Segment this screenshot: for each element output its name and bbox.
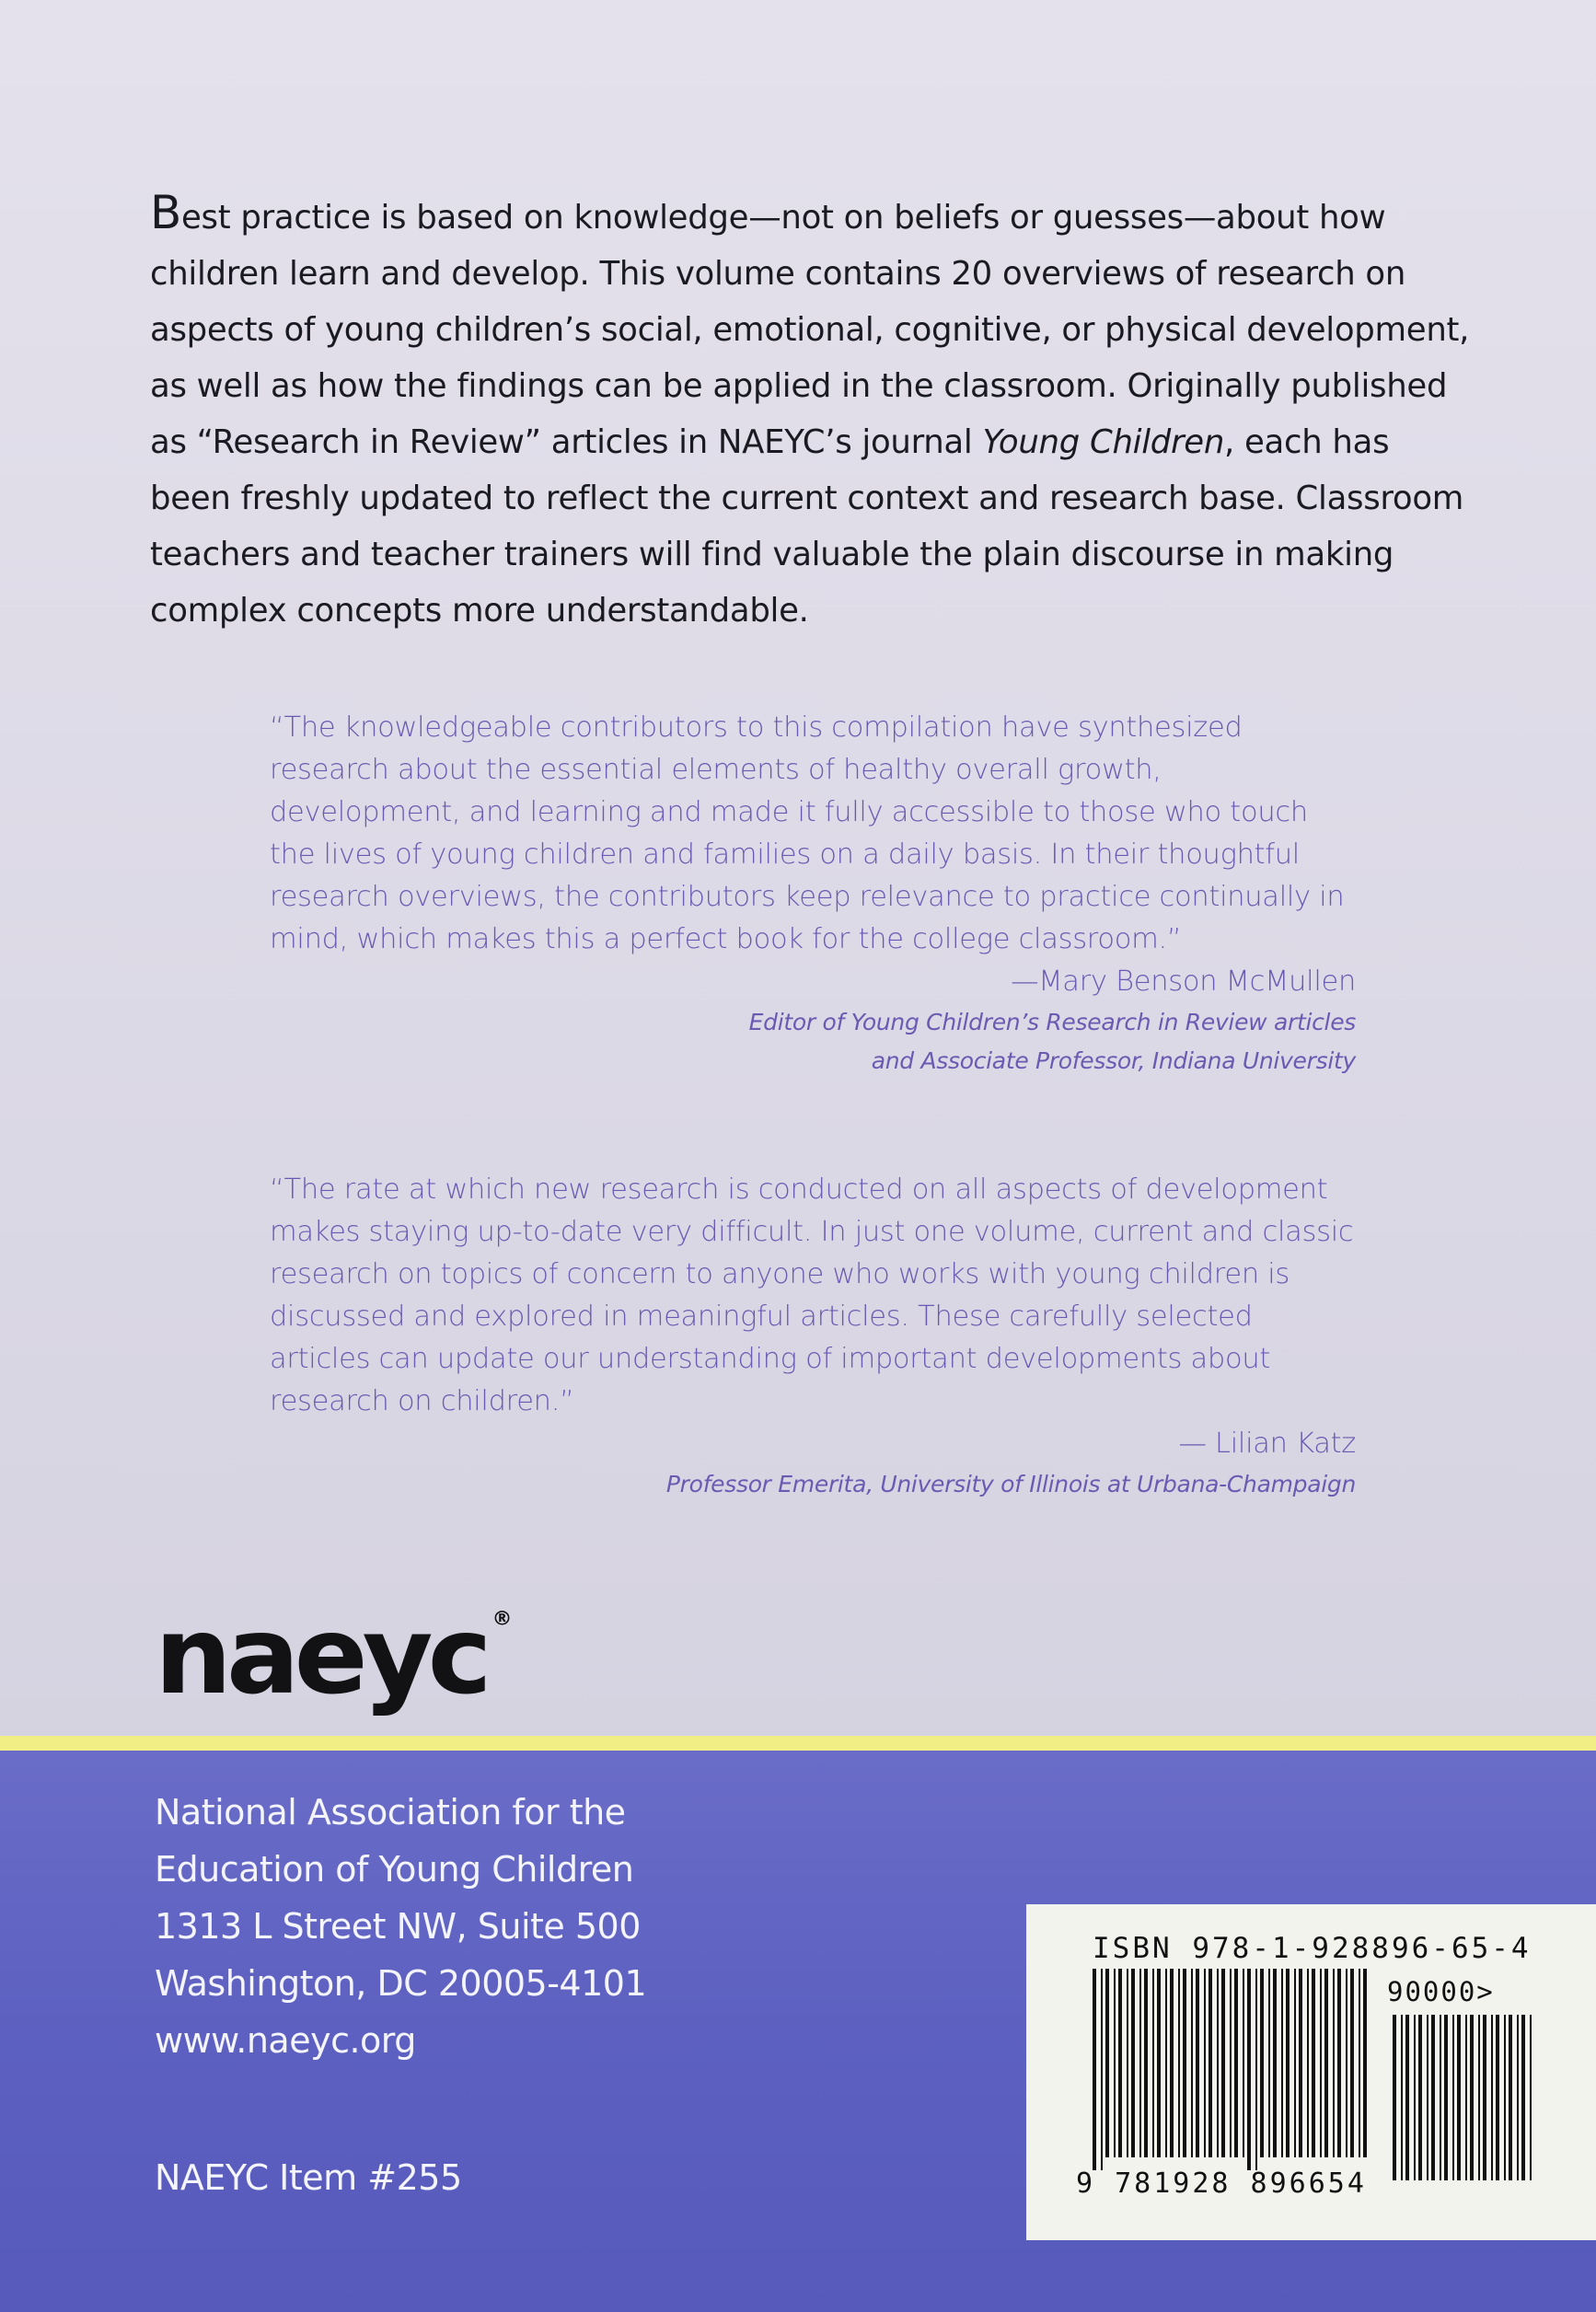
quote-attribution: —Mary Benson McMullen — [1011, 965, 1356, 998]
barcode-bar — [1418, 2015, 1422, 2180]
barcode-bar — [1139, 1969, 1141, 2157]
barcode-bar — [1504, 2015, 1506, 2180]
main-barcode-bars — [1093, 1969, 1367, 2170]
barcode-bar — [1299, 1969, 1302, 2157]
description-blurb — [150, 186, 1475, 639]
addon-barcode-bars — [1393, 2015, 1532, 2180]
barcode-bar — [1255, 1969, 1257, 2170]
barcode-bar — [1359, 1969, 1360, 2157]
barcode-bar — [1346, 1969, 1347, 2157]
website-link[interactable]: www.naeyc.org — [155, 2020, 416, 2061]
barcode-bar — [1405, 2015, 1409, 2180]
isbn-label: ISBN 978-1-928896-65-4 — [1093, 1932, 1532, 1965]
address-line-1: National Association for the — [155, 1792, 626, 1832]
barcode-bar — [1209, 1969, 1212, 2157]
barcode-bar — [1324, 1969, 1328, 2157]
yellow-stripe — [0, 1736, 1596, 1751]
barcode-bar — [1427, 2015, 1428, 2180]
barcode-bar — [1431, 2015, 1435, 2180]
barcode-bar — [1127, 1969, 1128, 2157]
barcode-bar — [1350, 1969, 1354, 2157]
barcode-bar — [1144, 1969, 1148, 2157]
quote-role-line-1: Professor Emerita, University of Illinois at Urbana-Champaign — [665, 1471, 1356, 1497]
price-code: 90000> — [1387, 1976, 1495, 2007]
barcode-bar — [1478, 2015, 1480, 2180]
address-line-2: Education of Young Children — [155, 1849, 634, 1890]
barcode-bar — [1414, 2015, 1416, 2180]
barcode-bar — [1105, 1969, 1109, 2157]
barcode-bar — [1170, 1969, 1174, 2157]
barcode-bar — [1440, 2015, 1441, 2180]
logo-wordmark: naeyc — [155, 1593, 487, 1718]
barcode-bar — [1286, 1969, 1290, 2157]
barcode-bar — [1183, 1969, 1186, 2157]
blurb-text-part2: , each has been freshly updated to reflect the current context and research base. Classroom teachers and teacher trainers will find valuable the plain discourse in making complex concepts more understandable. — [150, 423, 1464, 630]
barcode-bar — [1470, 2015, 1474, 2180]
publisher-address — [155, 1784, 646, 2069]
barcode-bar — [1491, 2015, 1493, 2180]
barcode-bar — [1333, 1969, 1335, 2157]
barcode-bar — [1337, 1969, 1341, 2157]
barcode-bar — [1234, 1969, 1238, 2157]
barcode-bar — [1217, 1969, 1219, 2157]
barcode-bar — [1230, 1969, 1232, 2157]
registered-mark: ® — [492, 1608, 513, 1631]
barcode-bar — [1152, 1969, 1154, 2157]
item-number: NAEYC Item #255 — [155, 2157, 462, 2198]
barcode-bar — [1101, 1969, 1103, 2170]
barcode-bar — [1281, 1969, 1283, 2157]
barcode-bar — [1157, 1969, 1161, 2157]
barcode-bar — [1393, 2015, 1396, 2180]
barcode-bar — [1268, 1969, 1270, 2157]
barcode-bar — [1118, 1969, 1122, 2157]
quote-text: “The rate at which new research is conducted on all aspects of development makes staying up-to-date very difficult. In just one volume, current and classic research on topics of concern to anyone who works with young children is discussed and explored in meaningful articles. These carefully selected articles can update our understanding of important developments about research on children.” — [270, 1173, 1354, 1417]
barcode-bar — [1444, 2015, 1448, 2180]
barcode-bar — [1093, 1969, 1096, 2170]
barcode-bar — [1483, 2015, 1486, 2180]
barcode-bar — [1517, 2015, 1519, 2180]
barcode-bar — [1509, 2015, 1512, 2180]
quote-role-line-1: Editor of Young Children’s Research in Review articles — [748, 1009, 1356, 1035]
endorsement-quote-1 — [270, 707, 1356, 1081]
barcode-bar — [1530, 2015, 1532, 2180]
barcode-bar — [1191, 1969, 1193, 2157]
barcode-bar — [1204, 1969, 1206, 2157]
endorsement-quote-2 — [270, 1169, 1356, 1504]
address-line-3: 1313 L Street NW, Suite 500 — [155, 1906, 641, 1947]
barcode-bar — [1496, 2015, 1499, 2180]
barcode-digits: 9 781928 896654 — [1076, 2168, 1367, 2200]
barcode-bar — [1247, 1969, 1251, 2170]
naeyc-logo — [155, 1593, 513, 1718]
barcode-bar — [1312, 1969, 1315, 2157]
barcode-bar — [1260, 1969, 1264, 2157]
barcode-bar — [1401, 2015, 1403, 2180]
barcode-bar — [1307, 1969, 1309, 2157]
barcode-bar — [1221, 1969, 1225, 2157]
barcode-bar — [1178, 1969, 1180, 2157]
barcode-bar — [1452, 2015, 1454, 2180]
journal-title: Young Children — [982, 423, 1225, 461]
barcode-bar — [1457, 2015, 1461, 2180]
barcode-bar — [1165, 1969, 1167, 2157]
address-line-4: Washington, DC 20005-4101 — [155, 1963, 647, 2004]
barcode-bar — [1131, 1969, 1135, 2157]
isbn-barcode-box — [1026, 1904, 1596, 2240]
barcode-bar — [1465, 2015, 1467, 2180]
quote-role-line-2: and Associate Professor, Indiana University — [871, 1047, 1356, 1074]
barcode-bar — [1294, 1969, 1296, 2157]
barcode-bar — [1243, 1969, 1244, 2157]
barcode-bar — [1521, 2015, 1525, 2180]
dropcap-letter: B — [150, 186, 182, 239]
blurb-text-part1: est practice is based on knowledge—not on beliefs or guesses—about how children learn and develop. This volume contains 20 overviews of research on aspects of young children’s social, emotional, cognitive, or physical development, as well as how the findings can be applied in the classroom. Originally published as “Research in Review” articles in NAEYC’s journal — [150, 199, 1470, 461]
quote-text: “The knowledgeable contributors to this compilation have synthesized research about the essential elements of healthy overall growth, development, and learning and made it fully accessible to those who touch the lives of young children and families on a daily basis. In their thoughtful research overviews, the contributors keep relevance to practice continually in mind, which makes this a perfect book for the college classroom.” — [270, 711, 1345, 955]
barcode-bar — [1196, 1969, 1199, 2157]
quote-attribution: — Lilian Katz — [1178, 1428, 1356, 1460]
barcode-bar — [1273, 1969, 1277, 2157]
barcode-bar — [1114, 1969, 1116, 2157]
barcode-bar — [1363, 1969, 1367, 2157]
barcode-bar — [1320, 1969, 1322, 2157]
